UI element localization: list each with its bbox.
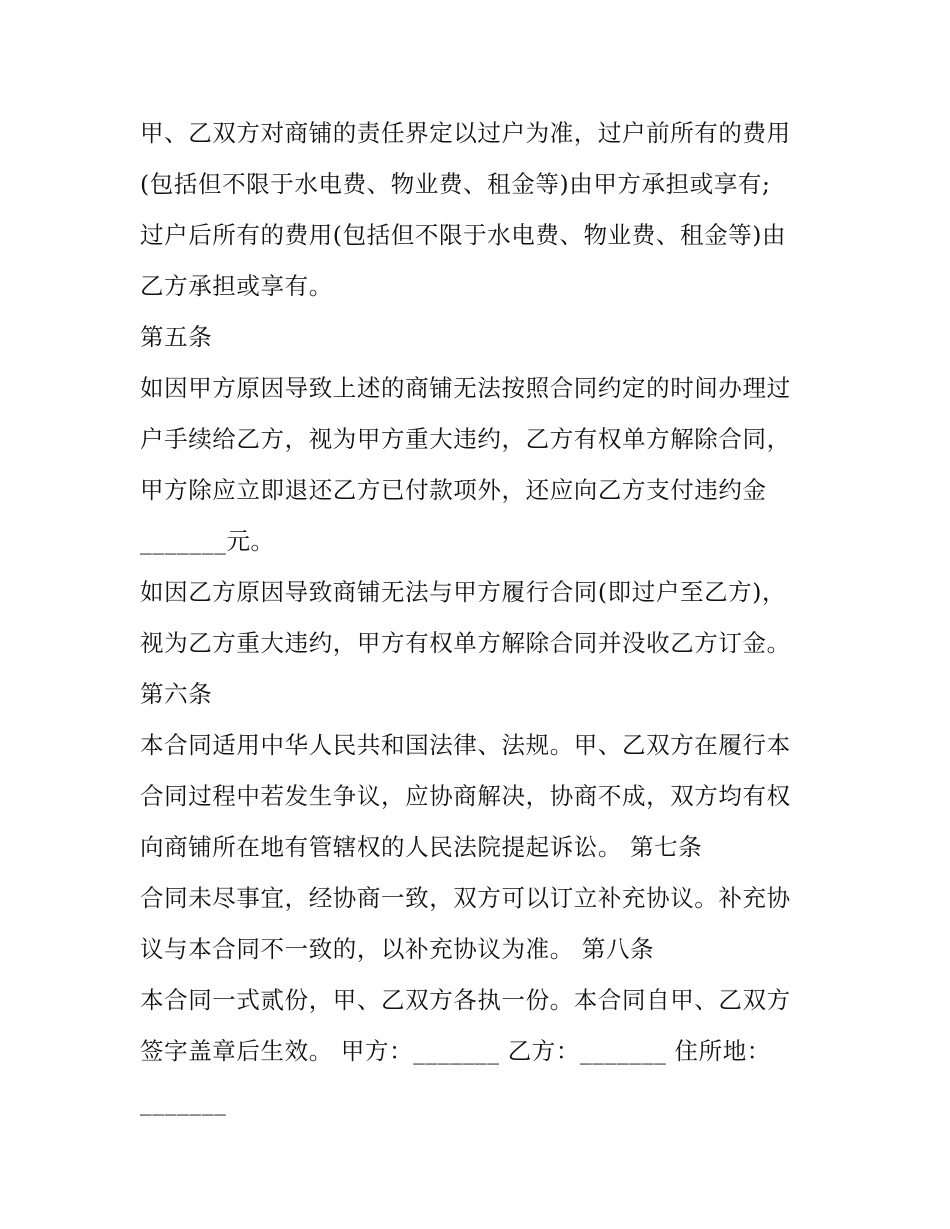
text-line: 签字盖章后生效。 甲方：_______ 乙方：_______ 住所地：	[140, 1037, 771, 1065]
text-line: 视为乙方重大违约，甲方有权单方解除合同并没收乙方订金。	[140, 629, 791, 657]
text-line: (包括但不限于水电费、物业费、租金等)由甲方承担或享有;	[140, 170, 771, 198]
article-heading: 第六条	[140, 680, 213, 708]
text-line: 甲、乙双方对商铺的责任界定以过户为准，过户前所有的费用	[140, 119, 791, 147]
text-line: 如因乙方原因导致商铺无法与甲方履行合同(即过户至乙方)，	[140, 578, 787, 606]
text-line: 本合同适用中华人民共和国法律、法规。甲、乙双方在履行本	[140, 731, 791, 759]
text-line: 甲方除应立即退还乙方已付款项外，还应向乙方支付违约金	[140, 476, 767, 504]
text-line: 户手续给乙方，视为甲方重大违约，乙方有权单方解除合同，	[140, 425, 791, 453]
text-line: 本合同一式贰份，甲、乙双方各执一份。本合同自甲、乙双方	[140, 986, 791, 1014]
text-line: 如因甲方原因导致上述的商铺无法按照合同约定的时间办理过	[140, 374, 791, 402]
text-line: 乙方承担或享有。	[140, 272, 333, 300]
text-line: 议与本合同不一致的，以补充协议为准。 第八条	[140, 935, 655, 963]
article-heading: 第五条	[140, 323, 213, 351]
text-line: 合同未尽事宜，经协商一致，双方可以订立补充协议。补充协	[140, 884, 791, 912]
contract-text	[140, 108, 820, 1128]
text-line: 合同过程中若发生争议，应协商解决，协商不成，双方均有权	[140, 782, 791, 810]
text-line: 过户后所有的费用(包括但不限于水电费、物业费、租金等)由	[140, 221, 787, 249]
text-line: _______元。	[140, 527, 275, 555]
text-line: 向商铺所在地有管辖权的人民法院提起诉讼。 第七条	[140, 833, 703, 861]
text-line: _______	[140, 1088, 227, 1116]
